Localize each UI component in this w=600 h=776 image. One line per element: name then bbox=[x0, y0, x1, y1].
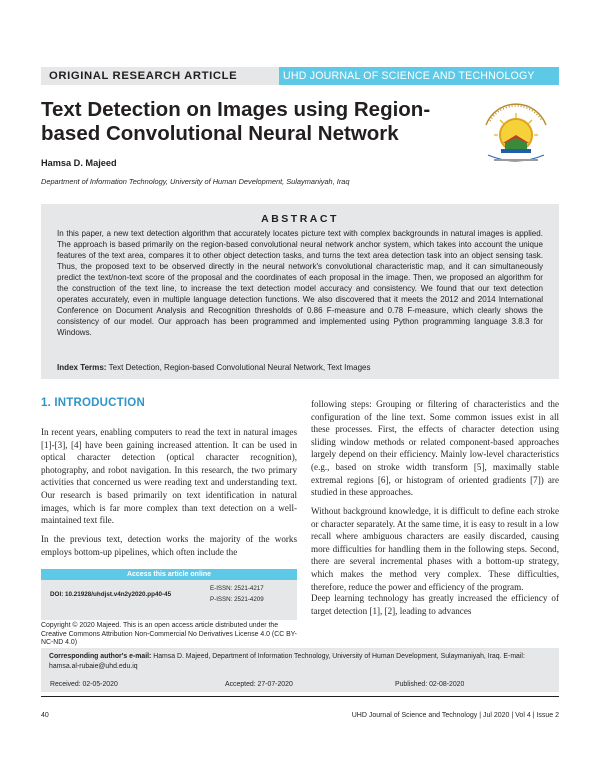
published-date: Published: 02-08-2020 bbox=[395, 681, 465, 688]
access-heading: Access this article online bbox=[41, 569, 297, 580]
received-date: Received: 02-05-2020 bbox=[50, 681, 118, 688]
journal-name-band bbox=[279, 67, 559, 85]
abstract-heading: ABSTRACT bbox=[261, 213, 339, 225]
footer-divider bbox=[41, 696, 559, 697]
index-terms bbox=[57, 362, 543, 373]
eissn-text: E-ISSN: 2521-4217 bbox=[210, 585, 264, 592]
doi-text: DOI: 10.21928/uhdjst.v4n2y2020.pp40-45 bbox=[50, 591, 172, 598]
correspondence-label: Corresponding author's e-mail: bbox=[49, 653, 152, 660]
abstract-panel bbox=[41, 204, 559, 379]
body-paragraph: Without background knowledge, it is difficult to define each stroke or character separately. At the same time, it is easy to result in a low recall where ambiguous characters are easily discarded, causing more difficulties for handling them in the following steps. Second, there are several incremental phases with a bottom-up strategy, which makes the method very complex. These difficulties, therefore, reduce the power and efficiency of the program. bbox=[311, 506, 559, 592]
page-number: 40 bbox=[41, 712, 49, 719]
body-paragraph: In recent years, enabling computers to read the text in natural images [1]-[3], [4] have been gaining increased attention. It can be used in optical character detection (optical character recognition), photography, and robot navigation. In this research, the two primary activities that concerned us were reading text and understanding text. Our research is based primarily on text identification in natural images, which is far more complex than text detection on a well-maintained text file. bbox=[41, 427, 297, 526]
section-heading-introduction: 1. INTRODUCTION bbox=[41, 397, 145, 409]
index-terms-text: Text Detection, Region-based Convolutional Neural Network, Text Images bbox=[108, 363, 371, 372]
journal-name-label: UHD JOURNAL OF SCIENCE AND TECHNOLOGY bbox=[283, 70, 535, 82]
correspondence-panel bbox=[41, 648, 559, 692]
copyright-notice: Copyright © 2020 Majeed. This is an open access article distributed under the Creative Commons Attribution Non-Commercial No Derivatives License 4.0 (CC BY-NC-ND 4.0) bbox=[41, 622, 297, 647]
article-type-label: ORIGINAL RESEARCH ARTICLE bbox=[49, 70, 238, 82]
pissn-text: P-ISSN: 2521-4209 bbox=[210, 596, 264, 603]
body-paragraph: In the previous text, detection works the majority of the works employs bottom-up pipelines, which often include the bbox=[41, 534, 297, 557]
body-paragraph: Deep learning technology has greatly increased the efficiency of target detection [1], [2], leading to advances bbox=[311, 593, 559, 616]
abstract-text: In this paper, a new text detection algorithm that accurately locates picture text with complex backgrounds in natural images is applied. The approach is based primarily on the region-based convolutional neural network anchor system, which takes into account the unique features of the text area, compares it to other object detection tasks, and turns the text area detection task into an object sensing task. Thus, the proposed text to be observed directly in the neural network's convolutional characteristic map, and it can simultaneously predict the text/non-text score of the proposal and the coordinates of each proposal in the image. Then, we proposed an algorithm for the construction of the text line, to increase the text detection model accuracy and consistency. We found that our text detection operates accurately, even in multiple language detection functions. We also discovered that it meets the 2012 and 2014 International Conference on Document Analysis and Recognition thresholds of 0.86 F-measure and 0.78 F-measure, which clearly shows the consistency of our model. Our approach has been programmed and implemented using Python programming language 3.8.3 for Windows. bbox=[57, 229, 543, 337]
paper-title: Text Detection on Images using Region-based Convolutional Neural Network bbox=[41, 98, 431, 145]
index-terms-label: Index Terms: bbox=[57, 363, 107, 372]
correspondence-text bbox=[49, 652, 554, 671]
university-logo bbox=[475, 98, 557, 176]
footer-journal-info: UHD Journal of Science and Technology | Jul 2020 | Vol 4 | Issue 2 bbox=[351, 712, 559, 719]
access-details bbox=[41, 580, 297, 620]
author-name: Hamsa D. Majeed bbox=[41, 158, 117, 168]
article-type-band bbox=[41, 67, 279, 85]
issn-block bbox=[210, 583, 295, 605]
author-affiliation: Department of Information Technology, University of Human Development, Sulaymaniyah, Iraq bbox=[41, 177, 350, 186]
correspondence-details: Hamsa D. Majeed, Department of Information Technology, University of Human Development, Sulaymaniyah, Iraq. E-mail: hamsa.al-rubaie@uhd.edu.iq bbox=[49, 653, 525, 670]
accepted-date: Accepted: 27-07-2020 bbox=[225, 681, 293, 688]
body-paragraph: following steps: Grouping or filtering of characteristics and the configuration of the line text. Some common issues exist in all these processes. First, the effects of character detection using sliding window methods or related component-based approaches largely depend on their efficiency. Mainly low-level characteristics (e.g., based on stroke width transform [5], maximally stable extremal regions [6], or histogram of oriented gradients [7]) are studied in these approaches. bbox=[311, 399, 559, 498]
access-article-box bbox=[41, 569, 297, 647]
